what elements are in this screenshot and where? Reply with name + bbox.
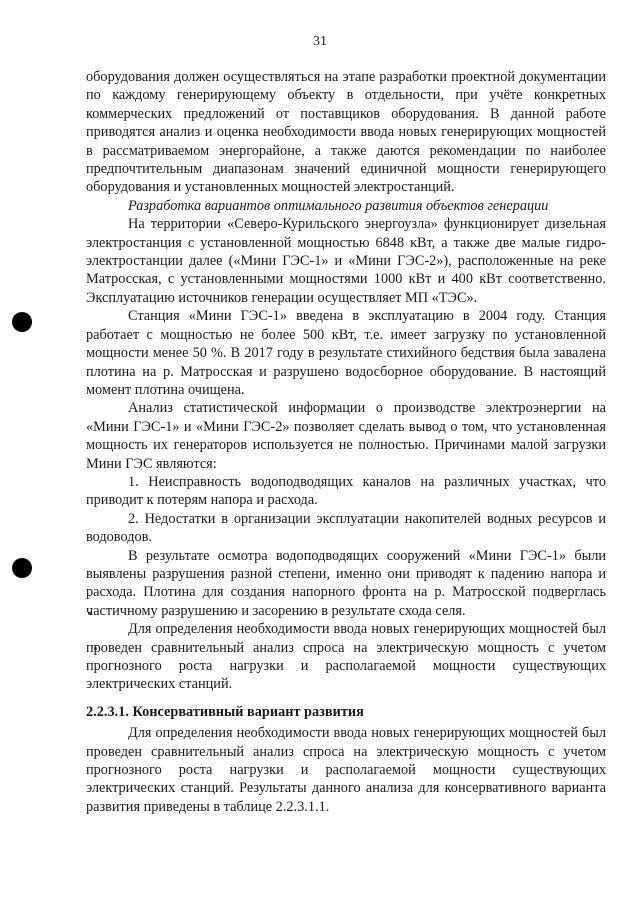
page-number: 31 [313,34,327,49]
section-heading-conservative: 2.2.3.1. Консервативный вариант развития [86,703,364,720]
paragraph-continuation: оборудования должен осуществляться на этапе разработки проектной документации по каждому генерирующему объекту в отдельности, при учёте конкретных коммерческих предложений от поставщиков оборудования. В данной работе приводятся анализ и оценка необходимости ввода новых генерирующих мощностей в рассматриваемом энергорайоне, а также даются рекомендации по наиболее предпочтительным диапазонам значений единичной мощности генерирующего оборудования и установленных мощностей электростанций. [86,69,606,196]
list-item-reason-1: 1. Неисправность водоподводящих каналов на различных участках, что приводит к потерям напора и расхода. [86,473,606,509]
paragraph-comparative-analysis: Для определения необходимости ввода новых генерирующих мощностей был проведен сравнительный анализ спроса на электрическую мощность с учетом прогнозного роста нагрузки и располагаемой мощности существующих электрических станций. [86,621,606,693]
paragraph-inspection-results: В результате осмотра водоподводящих сооружений «Мини ГЭС-1» были выявлены разрушения разной степени, именно они приводят к падению напора и расхода. Плотина для создания напорного фронта на р. Матросской подверглась частичному разрушению и засорению в результате схода селя. [86,547,606,619]
paragraph-energy-node: На территории «Северо-Курильского энергоузла» функционирует дизельная электростанция с установленной мощностью 6848 кВт, а также две малые гидро-электростанции далее («Мини ГЭС-1» и «Мини ГЭС-2»), расположенные на реке Матросская, с установленными мощностями 1000 кВт и 400 кВт соответственно. Эксплуатацию источников генерации осуществляет МП «ТЭС». [86,216,606,306]
document-body [86,68,606,816]
paragraph-statistics-analysis: Анализ статистической информации о производстве электроэнергии на «Мини ГЭС-1» и «Мини ГЭС-2» позволяет сделать вывод о том, что установленная мощность их генераторов используется не полностью. Причинами малой загрузки Мини ГЭС являются: [86,400,606,472]
punch-hole-bottom [12,558,32,578]
punch-hole-top [12,312,32,332]
list-item-reason-2: 2. Недостатки в организации эксплуатации накопителей водных ресурсов и водоводов. [86,510,606,546]
subheading-generation-options: Разработка вариантов оптимального развития объектов генерации [128,197,549,214]
paragraph-mini-ges-1: Станция «Мини ГЭС-1» введена в эксплуатацию в 2004 году. Станция работает с мощностью не более 500 кВт, т.е. имеет загрузку по установленной мощности менее 50 %. В 2017 году в результате стихийного бедствия была завалена плотина на р. Матросская и разрушено водосборное оборудование. В настоящий момент плотина очищена. [86,308,606,398]
paragraph-conservative-analysis: Для определения необходимости ввода новых генерирующих мощностей был проведен сравнительный анализ спроса на электрическую мощность с учетом прогнозного роста нагрузки и располагаемой мощности существующих электрических станций. Результаты данного анализа для консервативного варианта развития приведены в таблице 2.2.3.1.1. [86,725,606,815]
